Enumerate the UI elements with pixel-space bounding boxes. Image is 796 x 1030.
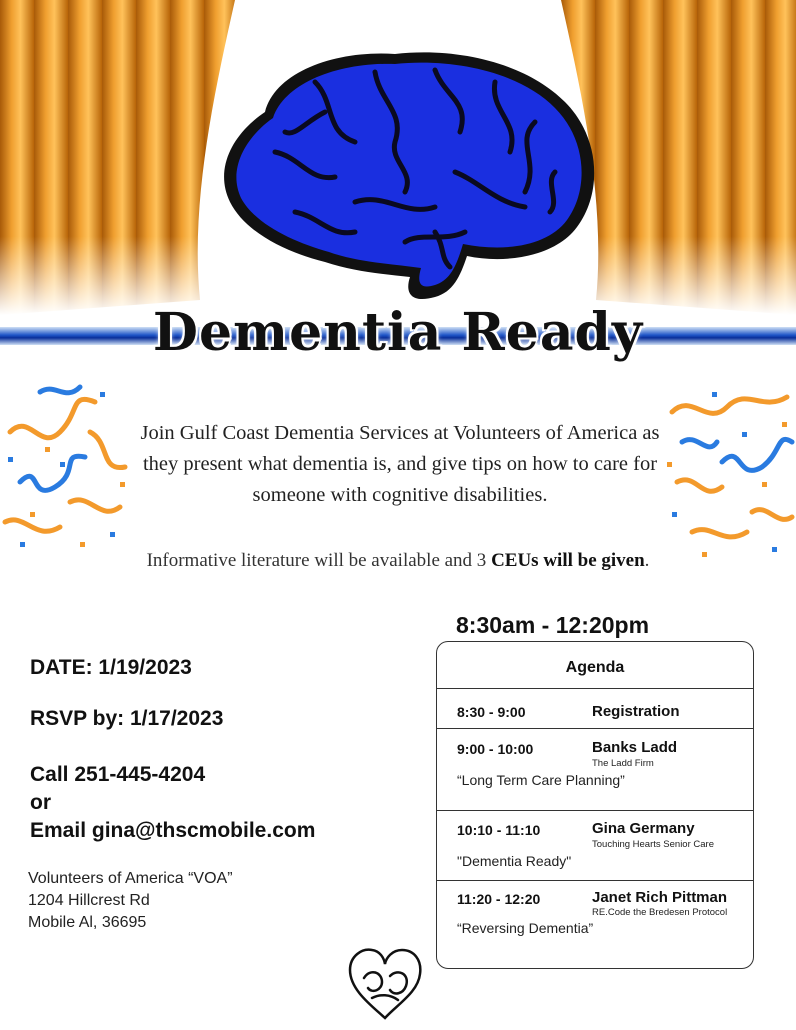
- slot-time: 8:30 - 9:00: [457, 704, 526, 720]
- event-date: DATE: 1/19/2023: [30, 656, 192, 679]
- slot-time: 9:00 - 10:00: [457, 741, 534, 757]
- agenda-divider: [437, 810, 753, 811]
- slot-affiliation: RE.Code the Bredesen Protocol: [592, 907, 728, 918]
- slot-topic: "Dementia Ready": [457, 853, 572, 869]
- slot-affiliation: The Ladd Firm: [592, 758, 654, 769]
- confetti-left-icon: [0, 372, 135, 562]
- slot-affiliation: Touching Hearts Senior Care: [592, 839, 714, 850]
- email-address: Email gina@thscmobile.com: [30, 819, 316, 842]
- rsvp-date: RSVP by: 1/17/2023: [30, 707, 224, 730]
- venue-address: Volunteers of America “VOA” 1204 Hillcrest Rd Mobile Al, 36695: [28, 870, 233, 931]
- slot-speaker: Janet Rich Pittman: [592, 889, 728, 906]
- literature-note: Informative literature will be available and 3 CEUs will be given.: [146, 550, 650, 571]
- slot-time: 11:20 - 12:20: [457, 891, 541, 907]
- heart-logo-icon: [342, 938, 428, 1024]
- agenda-title: Agenda: [565, 659, 625, 676]
- agenda-divider: [437, 728, 753, 729]
- left-curtain-icon: [0, 0, 235, 315]
- brain-icon: [205, 42, 605, 304]
- event-time-range: 8:30am - 12:20pm: [456, 612, 650, 638]
- agenda-divider: [437, 688, 753, 689]
- agenda-box: [436, 641, 754, 969]
- or-text: or: [30, 791, 51, 814]
- call-phone: Call 251-445-4204: [30, 763, 206, 786]
- intro-text: Join Gulf Coast Dementia Services at Volunteers of America as they present what dementia is, and give tips on how to care for someone with cognitive disabilities.: [140, 422, 660, 506]
- confetti-right-icon: [662, 372, 796, 562]
- slot-speaker: Banks Ladd: [592, 739, 678, 756]
- slot-time: 10:10 - 11:10: [457, 822, 541, 838]
- page-title: Dementia Ready: [152, 302, 644, 363]
- slot-speaker: Gina Germany: [592, 820, 695, 837]
- slot-topic: “Long Term Care Planning”: [457, 772, 625, 788]
- slot-speaker: Registration: [592, 703, 680, 720]
- agenda-divider: [437, 880, 753, 881]
- slot-topic: “Reversing Dementia”: [457, 920, 594, 936]
